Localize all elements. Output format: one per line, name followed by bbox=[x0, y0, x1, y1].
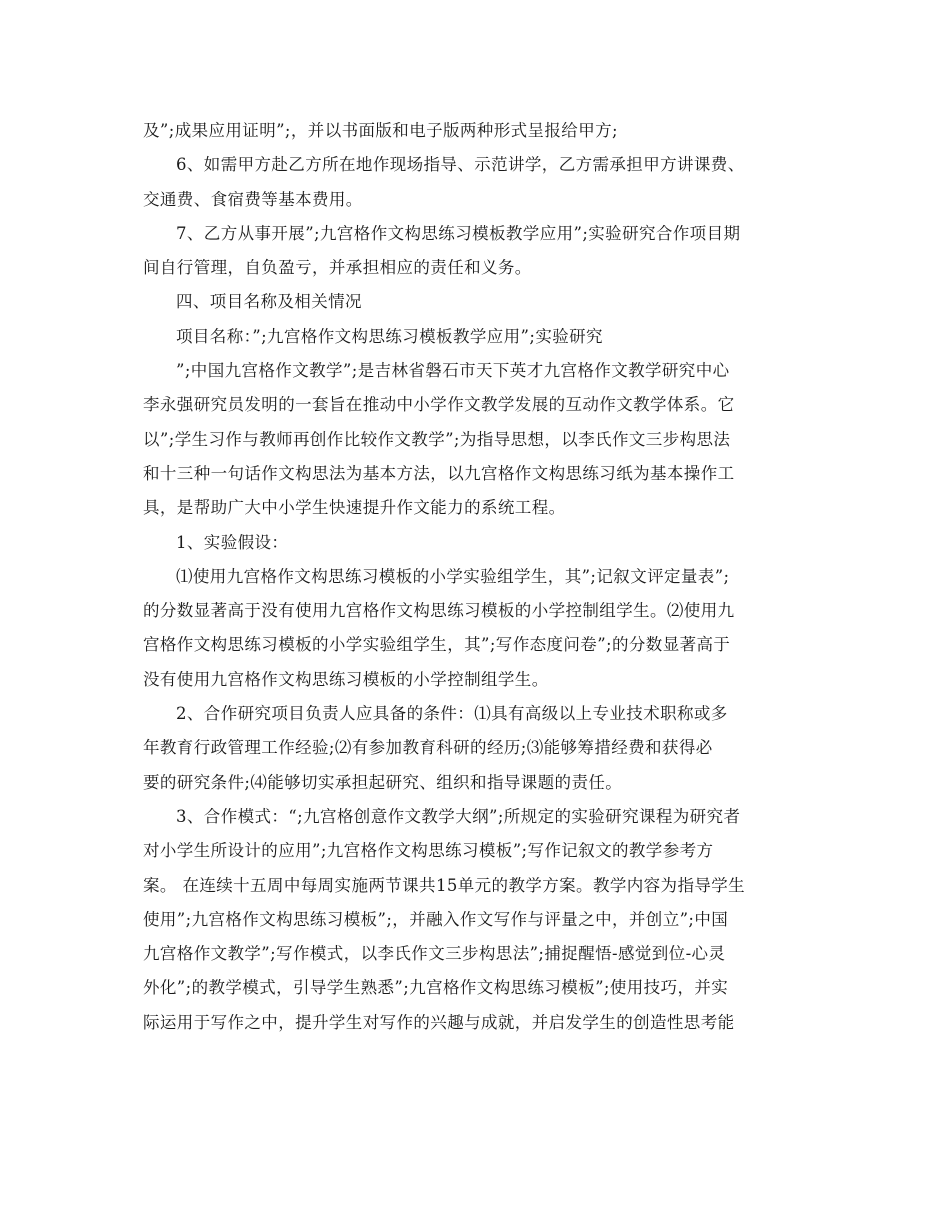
text-line: 项目名称：”;九宫格作文构思练习模板教学应用”;实验研究 bbox=[176, 326, 603, 346]
text-line: 交通费、食宿费等基本费用。 bbox=[143, 189, 363, 209]
text-line: 使用”;九宫格作文构思练习模板”;，并融入作文写作与评量之中，并创立”;中国 bbox=[143, 909, 729, 929]
text-line: 宫格作文构思练习模板的小学实验组学生，其”;写作态度问卷”;的分数显著高于 bbox=[143, 635, 731, 655]
text-line: 6、如需甲方赴乙方所在地作现场指导、示范讲学，乙方需承担甲方讲课费、 bbox=[176, 155, 745, 175]
text-line: 九宫格作文教学”;写作模式，以李氏作文三步构思法”;捕捉醒悟-感觉到位-心灵 bbox=[143, 944, 726, 964]
text-line: ”;中国九宫格作文教学”;是吉林省磐石市天下英才九宫格作文教学研究中心 bbox=[176, 361, 730, 381]
text-line: 7、乙方从事开展”;九宫格作文构思练习模板教学应用”;实验研究合作项目期 bbox=[176, 223, 741, 243]
text-line: 及”;成果应用证明”;，并以书面版和电子版两种形式呈报给甲方; bbox=[143, 121, 618, 140]
text-line: 1、实验假设： bbox=[176, 532, 289, 552]
text-line: 没有使用九宫格作文构思练习模板的小学控制组学生。 bbox=[143, 669, 549, 689]
text-line: 案。 在连续十五周中每周实施两节课共15单元的教学方案。教学内容为指导学生 bbox=[143, 875, 746, 895]
text-line: 具，是帮助广大中小学生快速提升作文能力的系统工程。 bbox=[143, 498, 566, 518]
text-line: 以”;学生习作与教师再创作比较作文教学”;为指导思想，以李氏作文三步构思法 bbox=[143, 429, 731, 449]
text-line: ⑴使用九宫格作文构思练习模板的小学实验组学生，其”;记叙文评定量表”; bbox=[176, 566, 730, 586]
text-line: 2、合作研究项目负责人应具备的条件：⑴具有高级以上专业技术职称或多 bbox=[176, 704, 728, 724]
text-line: 李永强研究员发明的一套旨在推动中小学作文教学发展的互动作文教学体系。它 bbox=[143, 395, 735, 415]
text-line: 间自行管理，自负盈亏，并承担相应的责任和义务。 bbox=[143, 258, 532, 278]
text-line: 年教育行政管理工作经验;⑵有参加教育科研的经历;⑶能够筹措经费和获得必 bbox=[143, 738, 713, 758]
text-line: 和十三种一句话作文构思法为基本方法，以九宫格作文构思练习纸为基本操作工 bbox=[143, 463, 735, 483]
text-line: 3、合作模式：“;九宫格创意作文教学大纲”;所规定的实验研究课程为研究者 bbox=[176, 806, 741, 826]
text-line: 要的研究条件;⑷能够切实承担起研究、组织和指导课题的责任。 bbox=[143, 772, 623, 792]
text-line: 对小学生所设计的应用”;九宫格作文构思练习模板”;写作记叙文的教学参考方 bbox=[143, 841, 714, 861]
text-line: 际运用于写作之中，提升学生对写作的兴趣与成就，并启发学生的创造性思考能 bbox=[143, 1012, 735, 1032]
document-body bbox=[143, 114, 811, 1040]
text-line: 外化”;的教学模式，引导学生熟悉”;九宫格作文构思练习模板”;使用技巧，并实 bbox=[143, 978, 729, 998]
text-line: 的分数显著高于没有使用九宫格作文构思练习模板的小学控制组学生。⑵使用九 bbox=[143, 601, 735, 621]
section-heading: 四、项目名称及相关情况 bbox=[176, 292, 362, 312]
